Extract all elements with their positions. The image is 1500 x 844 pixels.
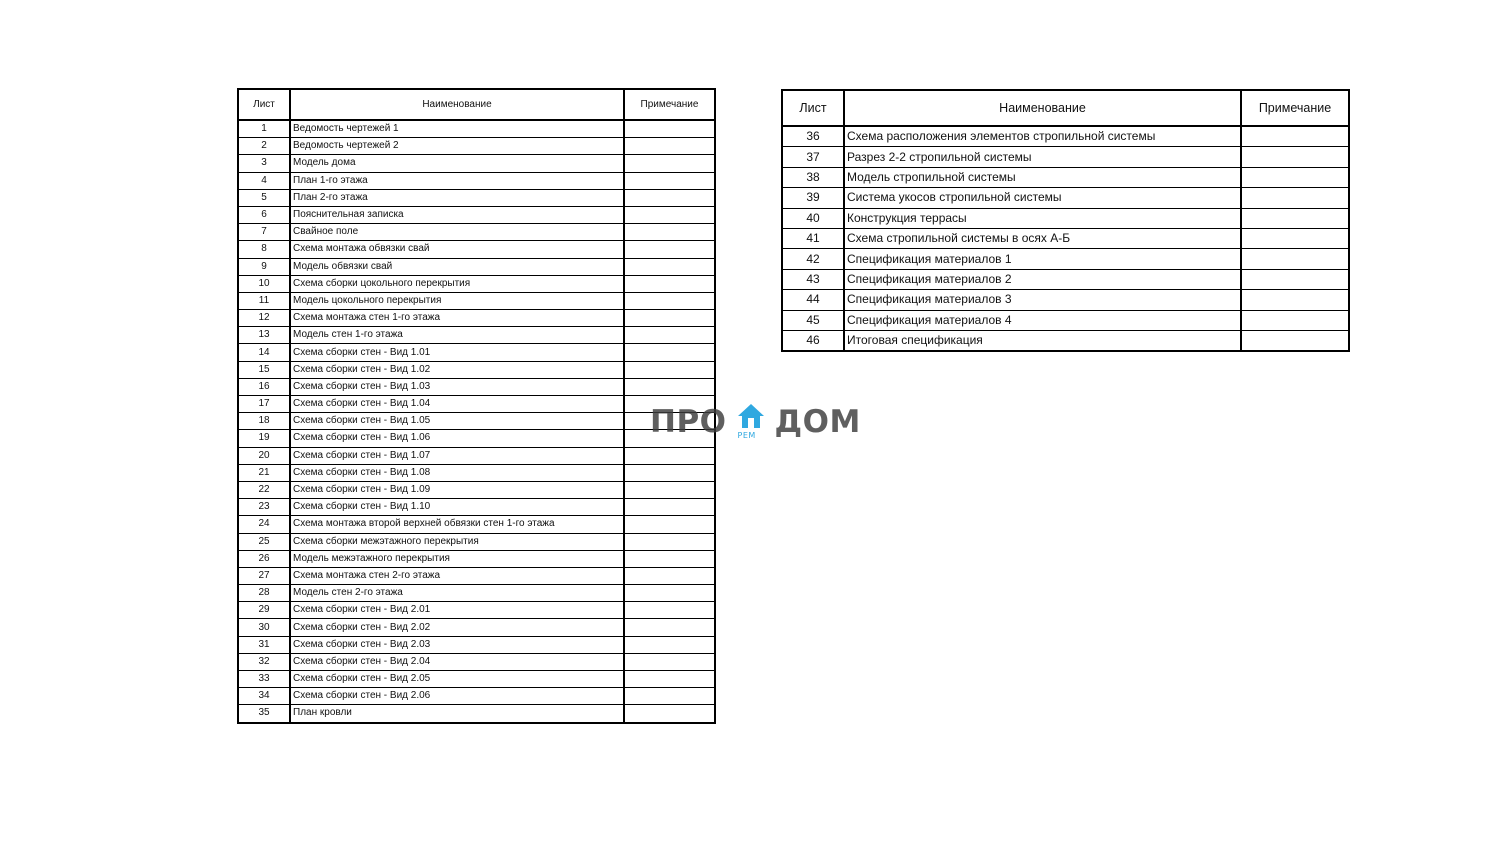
table-row — [782, 330, 1349, 351]
sheet-note-cell — [1241, 126, 1349, 147]
table-row — [238, 189, 715, 206]
table-row — [238, 653, 715, 670]
sheet-number-cell: 33 — [238, 671, 290, 688]
sheet-note-cell — [624, 275, 715, 292]
sheet-note-cell — [624, 688, 715, 705]
sheet-number-cell: 12 — [238, 310, 290, 327]
sheet-number-cell: 17 — [238, 396, 290, 413]
watermark-left-text: ПРО — [650, 404, 727, 440]
sheet-note-cell — [624, 155, 715, 172]
table-row — [238, 155, 715, 172]
sheet-name-cell: Схема монтажа стен 1-го этажа — [290, 310, 624, 327]
sheet-name-cell: Схема сборки стен - Вид 1.06 — [290, 430, 624, 447]
sheet-number-cell: 5 — [238, 189, 290, 206]
sheet-name-cell: План кровли — [290, 705, 624, 723]
sheet-name-cell: Схема сборки стен - Вид 1.09 — [290, 481, 624, 498]
table-row — [238, 464, 715, 481]
table-row — [238, 396, 715, 413]
sheet-note-cell — [624, 499, 715, 516]
prodom-watermark-logo — [650, 400, 861, 444]
header-note: Примечание — [624, 89, 715, 120]
sheet-number-cell: 40 — [782, 208, 844, 228]
sheet-name-cell: Модель обвязки свай — [290, 258, 624, 275]
sheet-number-cell: 36 — [782, 126, 844, 147]
sheet-name-cell: Схема расположения элементов стропильной системы — [844, 126, 1241, 147]
sheet-number-cell: 27 — [238, 567, 290, 584]
sheet-number-cell: 29 — [238, 602, 290, 619]
sheet-note-cell — [624, 344, 715, 361]
sheet-name-cell: Схема стропильной системы в осях А-Б — [844, 228, 1241, 248]
sheet-number-cell: 10 — [238, 275, 290, 292]
sheet-name-cell: Модель межэтажного перекрытия — [290, 550, 624, 567]
sheet-name-cell: Итоговая спецификация — [844, 330, 1241, 351]
table-row — [782, 310, 1349, 330]
sheet-note-cell — [624, 172, 715, 189]
sheet-note-cell — [624, 585, 715, 602]
sheet-name-cell: Ведомость чертежей 1 — [290, 120, 624, 138]
sheet-number-cell: 4 — [238, 172, 290, 189]
table-row — [238, 378, 715, 395]
table-row — [238, 636, 715, 653]
sheet-name-cell: Схема сборки стен - Вид 2.05 — [290, 671, 624, 688]
sheet-name-cell: Схема сборки стен - Вид 2.03 — [290, 636, 624, 653]
table-row — [238, 327, 715, 344]
sheet-number-cell: 28 — [238, 585, 290, 602]
sheet-name-cell: Схема монтажа второй верхней обвязки стен 1-го этажа — [290, 516, 624, 533]
sheet-note-cell — [1241, 167, 1349, 187]
sheet-number-cell: 41 — [782, 228, 844, 248]
sheet-note-cell — [1241, 188, 1349, 208]
header-sheet: Лист — [238, 89, 290, 120]
sheet-name-cell: Модель цокольного перекрытия — [290, 292, 624, 309]
table-row — [238, 619, 715, 636]
sheet-note-cell — [624, 653, 715, 670]
sheet-name-cell: Пояснительная записка — [290, 206, 624, 223]
sheet-name-cell: Схема сборки стен - Вид 1.08 — [290, 464, 624, 481]
sheet-number-cell: 1 — [238, 120, 290, 138]
table-body-left — [238, 120, 715, 723]
sheet-name-cell: План 2-го этажа — [290, 189, 624, 206]
table-row — [782, 290, 1349, 310]
sheet-name-cell: Спецификация материалов 1 — [844, 249, 1241, 269]
house-icon — [735, 400, 767, 444]
table-row — [238, 172, 715, 189]
sheet-number-cell: 23 — [238, 499, 290, 516]
sheet-note-cell — [1241, 269, 1349, 289]
sheet-note-cell — [1241, 310, 1349, 330]
sheet-number-cell: 25 — [238, 533, 290, 550]
sheet-name-cell: Схема сборки стен - Вид 1.10 — [290, 499, 624, 516]
table-row — [782, 188, 1349, 208]
sheet-number-cell: 15 — [238, 361, 290, 378]
table-row — [238, 138, 715, 155]
sheet-note-cell — [624, 327, 715, 344]
table-row — [238, 413, 715, 430]
sheet-number-cell: 11 — [238, 292, 290, 309]
sheet-name-cell: Схема сборки стен - Вид 1.07 — [290, 447, 624, 464]
sheet-number-cell: 6 — [238, 206, 290, 223]
sheet-number-cell: 22 — [238, 481, 290, 498]
sheet-number-cell: 2 — [238, 138, 290, 155]
sheet-number-cell: 39 — [782, 188, 844, 208]
table-row — [238, 705, 715, 723]
sheet-name-cell: Модель дома — [290, 155, 624, 172]
table-row — [238, 481, 715, 498]
table-row — [238, 516, 715, 533]
table-row — [238, 275, 715, 292]
sheet-note-cell — [624, 481, 715, 498]
sheet-number-cell: 42 — [782, 249, 844, 269]
table-row — [782, 208, 1349, 228]
sheet-note-cell — [624, 636, 715, 653]
sheet-name-cell: Модель стропильной системы — [844, 167, 1241, 187]
table-row — [238, 241, 715, 258]
sheet-note-cell — [624, 138, 715, 155]
sheet-note-cell — [1241, 330, 1349, 351]
table-row — [238, 224, 715, 241]
sheet-number-cell: 30 — [238, 619, 290, 636]
sheet-note-cell — [624, 447, 715, 464]
table-row — [238, 671, 715, 688]
sheet-note-cell — [624, 533, 715, 550]
watermark-sub-text: РЕМ — [737, 431, 756, 440]
sheet-number-cell: 9 — [238, 258, 290, 275]
sheet-note-cell — [624, 516, 715, 533]
sheet-note-cell — [624, 464, 715, 481]
header-name: Наименование — [290, 89, 624, 120]
sheet-name-cell: План 1-го этажа — [290, 172, 624, 189]
sheet-name-cell: Схема сборки стен - Вид 1.04 — [290, 396, 624, 413]
sheet-note-cell — [624, 361, 715, 378]
sheet-number-cell: 19 — [238, 430, 290, 447]
sheet-note-cell — [624, 292, 715, 309]
sheet-note-cell — [624, 705, 715, 723]
table-row — [238, 567, 715, 584]
sheet-name-cell: Схема сборки стен - Вид 2.06 — [290, 688, 624, 705]
sheet-number-cell: 3 — [238, 155, 290, 172]
sheet-name-cell: Схема монтажа обвязки свай — [290, 241, 624, 258]
table-row — [238, 533, 715, 550]
sheet-name-cell: Схема сборки стен - Вид 2.02 — [290, 619, 624, 636]
sheet-note-cell — [1241, 147, 1349, 167]
sheet-name-cell: Конструкция террасы — [844, 208, 1241, 228]
table-row — [238, 585, 715, 602]
sheet-note-cell — [624, 567, 715, 584]
sheet-note-cell — [624, 120, 715, 138]
table-row — [238, 447, 715, 464]
sheet-note-cell — [624, 602, 715, 619]
sheet-note-cell — [1241, 290, 1349, 310]
sheet-name-cell: Спецификация материалов 4 — [844, 310, 1241, 330]
table-row — [238, 430, 715, 447]
sheet-name-cell: Схема сборки цокольного перекрытия — [290, 275, 624, 292]
sheet-note-cell — [1241, 208, 1349, 228]
table-row — [782, 269, 1349, 289]
sheet-number-cell: 7 — [238, 224, 290, 241]
table-header-row — [782, 90, 1349, 126]
sheet-note-cell — [624, 189, 715, 206]
sheet-number-cell: 32 — [238, 653, 290, 670]
sheet-note-cell — [624, 241, 715, 258]
sheet-name-cell: Модель стен 1-го этажа — [290, 327, 624, 344]
sheet-name-cell: Схема монтажа стен 2-го этажа — [290, 567, 624, 584]
table-row — [238, 206, 715, 223]
sheet-number-cell: 44 — [782, 290, 844, 310]
watermark-right-text: ДОМ — [774, 404, 861, 440]
sheet-note-cell — [624, 671, 715, 688]
table-row — [238, 120, 715, 138]
table-row — [238, 499, 715, 516]
sheet-number-cell: 16 — [238, 378, 290, 395]
sheet-name-cell: Спецификация материалов 3 — [844, 290, 1241, 310]
table-row — [782, 147, 1349, 167]
sheet-number-cell: 43 — [782, 269, 844, 289]
table-row — [238, 688, 715, 705]
sheet-number-cell: 8 — [238, 241, 290, 258]
header-name: Наименование — [844, 90, 1241, 126]
sheet-number-cell: 45 — [782, 310, 844, 330]
sheet-name-cell: Разрез 2-2 стропильной системы — [844, 147, 1241, 167]
table-row — [782, 249, 1349, 269]
table-row — [238, 361, 715, 378]
sheet-note-cell — [624, 550, 715, 567]
sheet-name-cell: Система укосов стропильной системы — [844, 188, 1241, 208]
sheet-number-cell: 38 — [782, 167, 844, 187]
sheet-name-cell: Спецификация материалов 2 — [844, 269, 1241, 289]
sheet-number-cell: 34 — [238, 688, 290, 705]
table-row — [238, 602, 715, 619]
sheet-name-cell: Схема сборки стен - Вид 1.02 — [290, 361, 624, 378]
table-body-right — [782, 126, 1349, 351]
sheet-note-cell — [624, 206, 715, 223]
table-row — [238, 550, 715, 567]
table-header-row — [238, 89, 715, 120]
sheet-name-cell: Схема сборки стен - Вид 2.01 — [290, 602, 624, 619]
sheet-note-cell — [1241, 249, 1349, 269]
sheet-note-cell — [1241, 228, 1349, 248]
sheet-name-cell: Свайное поле — [290, 224, 624, 241]
sheet-number-cell: 35 — [238, 705, 290, 723]
sheet-number-cell: 18 — [238, 413, 290, 430]
sheet-name-cell: Схема сборки стен - Вид 1.03 — [290, 378, 624, 395]
sheet-number-cell: 37 — [782, 147, 844, 167]
sheet-name-cell: Схема сборки межэтажного перекрытия — [290, 533, 624, 550]
sheet-note-cell — [624, 619, 715, 636]
table-row — [782, 228, 1349, 248]
sheet-name-cell: Схема сборки стен - Вид 1.01 — [290, 344, 624, 361]
header-sheet: Лист — [782, 90, 844, 126]
sheet-number-cell: 13 — [238, 327, 290, 344]
sheet-note-cell — [624, 310, 715, 327]
drawings-table-right — [781, 89, 1350, 352]
sheet-number-cell: 24 — [238, 516, 290, 533]
sheet-name-cell: Схема сборки стен - Вид 2.04 — [290, 653, 624, 670]
table-row — [782, 126, 1349, 147]
table-row — [238, 344, 715, 361]
sheet-note-cell — [624, 378, 715, 395]
sheet-name-cell: Модель стен 2-го этажа — [290, 585, 624, 602]
sheet-number-cell: 14 — [238, 344, 290, 361]
sheet-number-cell: 26 — [238, 550, 290, 567]
table-row — [238, 310, 715, 327]
drawings-table-left — [237, 88, 716, 724]
sheet-number-cell: 20 — [238, 447, 290, 464]
sheet-number-cell: 21 — [238, 464, 290, 481]
sheet-name-cell: Схема сборки стен - Вид 1.05 — [290, 413, 624, 430]
sheet-note-cell — [624, 258, 715, 275]
sheet-number-cell: 31 — [238, 636, 290, 653]
sheet-number-cell: 46 — [782, 330, 844, 351]
table-row — [238, 258, 715, 275]
header-note: Примечание — [1241, 90, 1349, 126]
sheet-name-cell: Ведомость чертежей 2 — [290, 138, 624, 155]
table-row — [238, 292, 715, 309]
table-row — [782, 167, 1349, 187]
sheet-note-cell — [624, 224, 715, 241]
